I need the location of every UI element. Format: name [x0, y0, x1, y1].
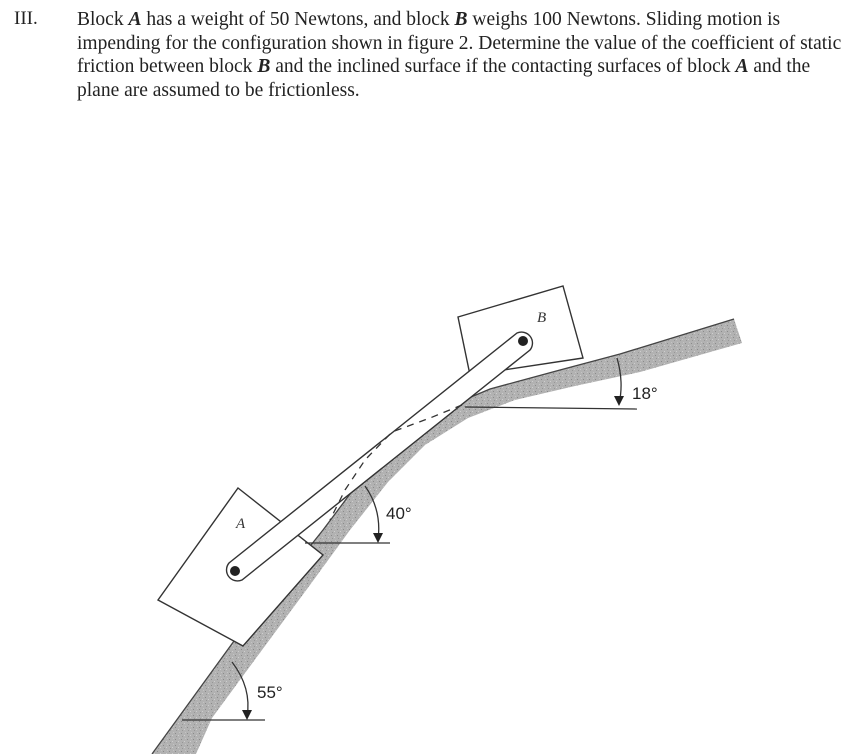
- text-part-block-b: B: [257, 56, 271, 77]
- angle-label-18: 18°: [632, 384, 658, 403]
- pin-a: [230, 566, 240, 576]
- text-part-block-b: B: [454, 9, 468, 30]
- arrowhead-upper: [614, 396, 624, 406]
- angle-label-55: 55°: [257, 683, 283, 702]
- block-b-label: B: [537, 310, 547, 326]
- arrowhead-lower: [242, 710, 252, 720]
- text-part: weighs 100 Newtons. Sliding motion is impending for the configuration shown in figure 2. Determine the value of the coefficient of static friction between block: [77, 9, 842, 77]
- text-part-block-a: A: [128, 9, 142, 30]
- angle-label-40: 40°: [386, 504, 412, 523]
- text-part-block-a: A: [735, 56, 749, 77]
- arrowhead-middle: [373, 533, 383, 543]
- problem-number: III.: [14, 8, 38, 29]
- text-part: Block: [77, 9, 129, 30]
- pin-b: [518, 336, 528, 346]
- text-part: and the inclined surface if the contacting surfaces of block: [270, 56, 736, 77]
- text-part: and the plane are assumed to be frictionless.: [77, 56, 811, 101]
- block-b: [458, 286, 583, 375]
- block-a-label: A: [236, 516, 246, 532]
- text-part: has a weight of 50 Newtons, and block: [141, 9, 455, 30]
